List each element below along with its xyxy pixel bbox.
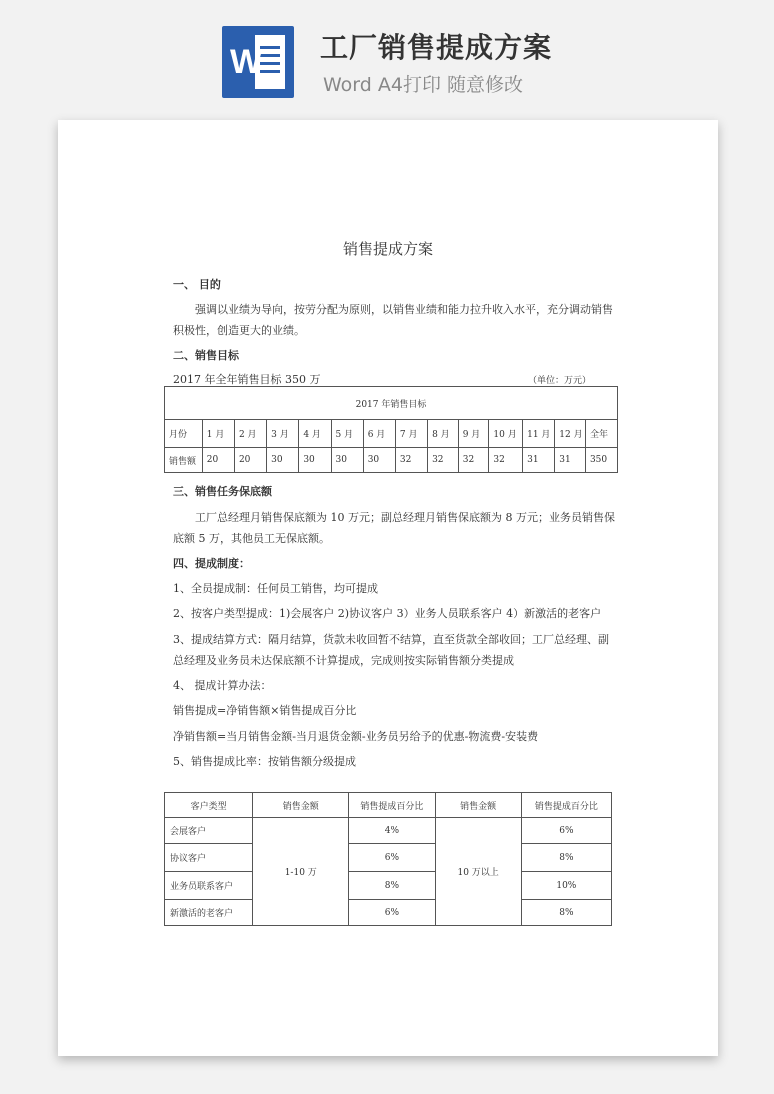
item-3-line2: 总经理及业务员未达保底额不计算提成，完成则按实际销售额分类提成	[173, 654, 514, 667]
rate-header: 销售金额	[435, 793, 521, 818]
month-sales-value: 20	[234, 448, 266, 473]
section-3-para-line1: 工厂总经理月销售保底额为 10 万元；副总经理月销售保底额为 8 万元；业务员销售保	[195, 511, 615, 524]
rate-1: 6%	[349, 900, 435, 926]
month-header: 12 月	[555, 420, 586, 448]
month-header: 7 月	[395, 420, 427, 448]
month-header: 6 月	[363, 420, 395, 448]
month-sales-value: 30	[363, 448, 395, 473]
section-1-heading: 一、 目的	[173, 278, 221, 291]
customer-type: 业务员联系客户	[165, 872, 253, 900]
rate-2: 10%	[521, 872, 611, 900]
month-sales-value: 32	[395, 448, 427, 473]
item-5: 5、销售提成比率：按销售额分级提成	[173, 755, 356, 768]
month-sales-value: 31	[555, 448, 586, 473]
month-header: 5 月	[331, 420, 363, 448]
rate-2: 8%	[521, 900, 611, 926]
month-sales-value: 20	[202, 448, 234, 473]
sales-label: 销售额	[165, 448, 203, 473]
month-header: 1 月	[202, 420, 234, 448]
rate-1: 4%	[349, 818, 435, 844]
rate-1: 8%	[349, 872, 435, 900]
customer-type: 新激活的老客户	[165, 900, 253, 926]
banner	[0, 0, 774, 112]
rate-2: 6%	[521, 818, 611, 844]
section-1-para-line2: 积极性，创造更大的业绩。	[173, 324, 305, 337]
item-4: 4、 提成计算办法：	[173, 679, 272, 692]
word-icon	[222, 26, 294, 98]
section-4-heading: 四、提成制度：	[173, 557, 250, 570]
month-header: 8 月	[428, 420, 459, 448]
section-2-heading: 二、销售目标	[173, 349, 239, 362]
formula-1: 销售提成=净销售额×销售提成百分比	[173, 704, 357, 717]
month-sales-value: 30	[331, 448, 363, 473]
section-3-heading: 三、销售任务保底额	[173, 485, 272, 498]
section-1-para-line1: 强调以业绩为导向，按劳分配为原则，以销售业绩和能力拉升收入水平，充分调动销售	[195, 303, 613, 316]
rate-header: 销售提成百分比	[521, 793, 611, 818]
banner-subtitle: Word A4打印 随意修改	[323, 74, 524, 96]
month-header: 9 月	[458, 420, 489, 448]
target-table-caption: 2017 年销售目标	[165, 387, 618, 420]
month-row	[165, 420, 618, 448]
month-header-label: 月份	[165, 420, 203, 448]
word-icon-letter: W	[230, 43, 263, 81]
formula-2: 净销售额=当月销售金额-当月退货金额-业务员另给予的优惠-物流费-安装费	[173, 730, 539, 743]
item-1: 1、全员提成制：任何员工销售，均可提成	[173, 582, 378, 595]
sales-range-2: 10 万以上	[435, 818, 521, 926]
month-header: 3 月	[267, 420, 299, 448]
banner-title: 工厂销售提成方案	[320, 31, 553, 64]
month-sales-value: 350	[585, 448, 617, 473]
rate-2: 8%	[521, 844, 611, 872]
rate-header: 销售金额	[253, 793, 349, 818]
month-sales-value: 32	[458, 448, 489, 473]
sales-target-table	[164, 386, 618, 473]
sales-target-text: 2017 年全年销售目标 350 万	[173, 373, 321, 386]
month-header: 4 月	[299, 420, 331, 448]
customer-type: 会展客户	[165, 818, 253, 844]
customer-type: 协议客户	[165, 844, 253, 872]
month-header: 11 月	[523, 420, 555, 448]
value-row	[165, 448, 618, 473]
month-header: 全年	[585, 420, 617, 448]
rate-1: 6%	[349, 844, 435, 872]
section-3-para-line2: 底额 5 万，其他员工无保底额。	[173, 532, 330, 545]
month-header: 10 月	[489, 420, 523, 448]
rate-header: 销售提成百分比	[349, 793, 435, 818]
word-line	[260, 62, 280, 65]
month-sales-value: 32	[489, 448, 523, 473]
month-sales-value: 30	[299, 448, 331, 473]
month-header: 2 月	[234, 420, 266, 448]
month-sales-value: 30	[267, 448, 299, 473]
item-3-line1: 3、提成结算方式：隔月结算，货款未收回暂不结算，直至货款全部收回；工厂总经理、副	[173, 633, 609, 646]
month-sales-value: 32	[428, 448, 459, 473]
word-line	[260, 70, 280, 73]
word-line	[260, 46, 280, 49]
unit-note: （单位：万元）	[528, 376, 592, 386]
sales-range-1: 1-10 万	[253, 818, 349, 926]
month-sales-value: 31	[523, 448, 555, 473]
document-page	[58, 120, 718, 1056]
word-line	[260, 54, 280, 57]
item-2: 2、按客户类型提成：1)会展客户 2)协议客户 3）业务人员联系客户 4）新激活的老客户	[173, 607, 602, 620]
rate-header: 客户类型	[165, 793, 253, 818]
commission-rate-table	[164, 792, 612, 926]
document-title: 销售提成方案	[342, 240, 433, 258]
